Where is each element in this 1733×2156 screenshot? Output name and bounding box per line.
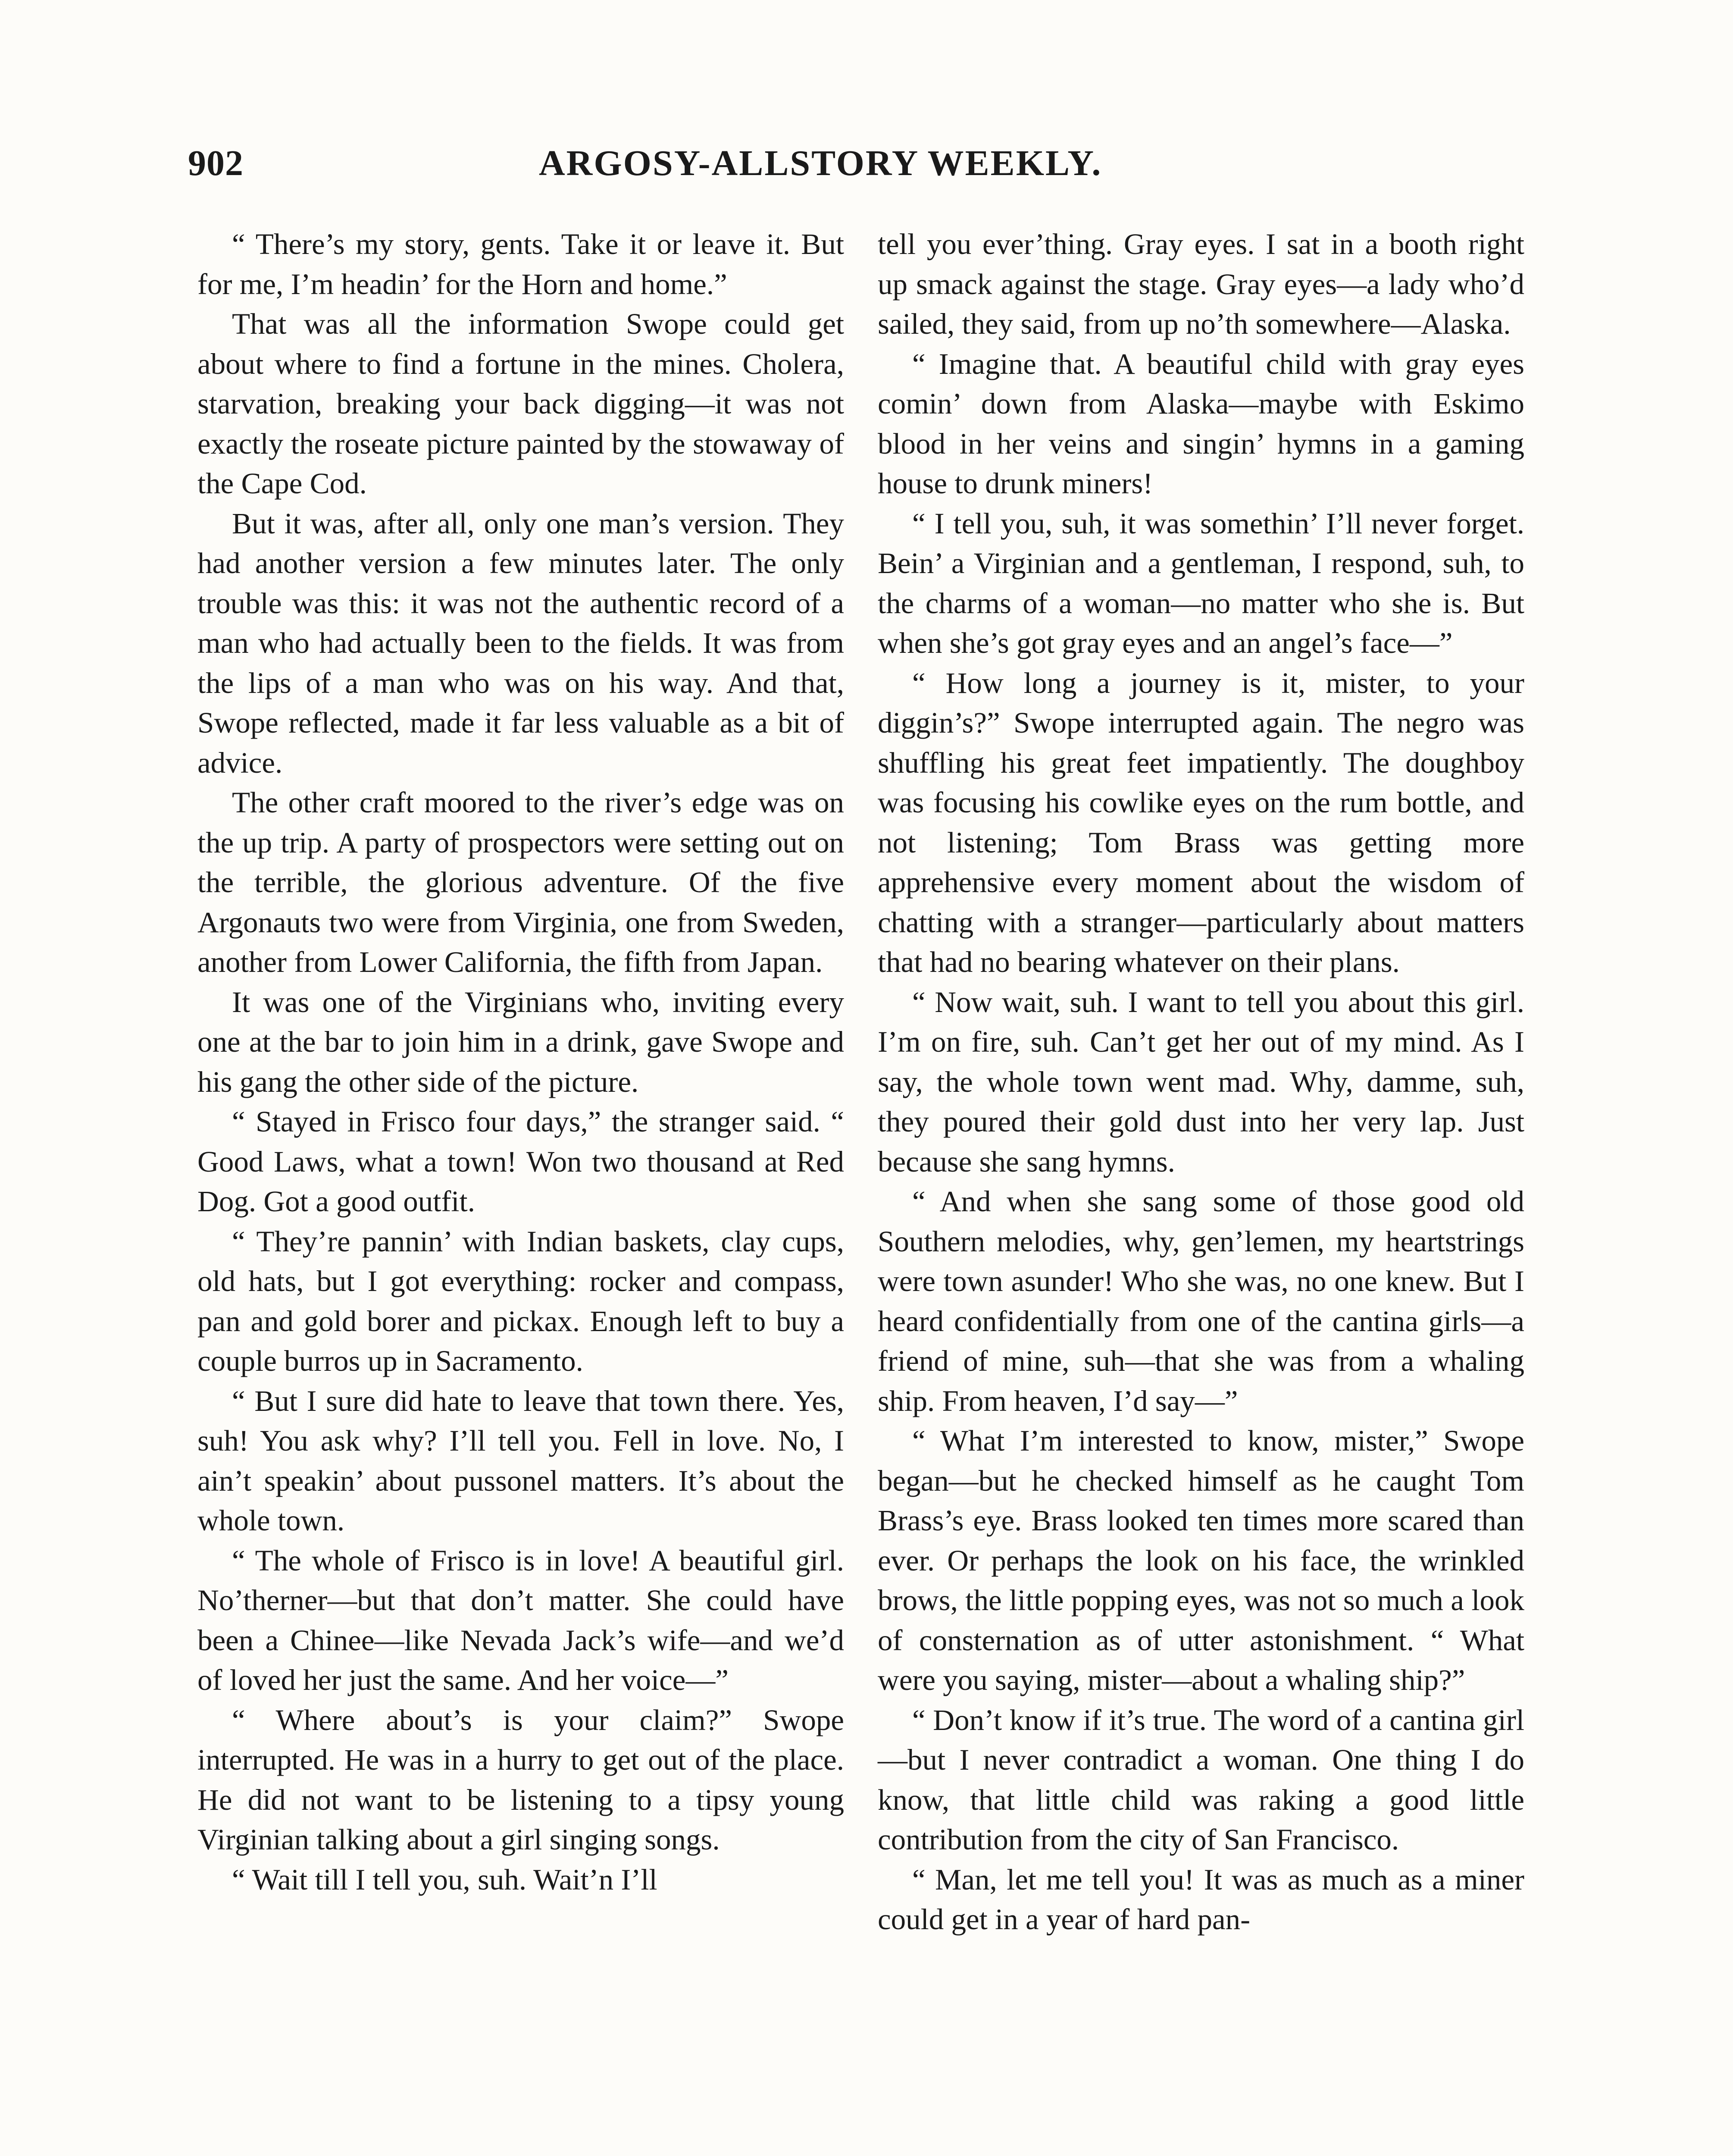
paragraph: “ Man, let me tell you! It was as much as a miner could get in a year of hard pan- <box>878 1863 1524 1936</box>
paragraph: “ I tell you, suh, it was somethin’ I’ll never forget. Bein’ a Virginian and a gentleman, I respond, suh, to the charms of a woman—no matter who she is. But when she’s got gray eyes and an angel’s face—” <box>878 507 1524 659</box>
paragraph: “ Now wait, suh. I want to tell you about this girl. I’m on fire, suh. Can’t get her out of my mind. As I say, the whole town went mad. Why, damme, suh, they poured their gold dust into her very lap. Just because she sang hymns. <box>878 985 1524 1178</box>
running-title: ARGOSY-ALLSTORY WEEKLY. <box>539 143 1102 183</box>
paragraph: “ Don’t know if it’s true. The word of a cantina girl—but I never contradict a woman. One thing I do know, that little child was raking a good little contribution from the city of San Francisco. <box>878 1703 1524 1856</box>
paragraph: “ Where about’s is your claim?” Swope interrupted. He was in a hurry to get out of the place. He did not want to be listening to a tipsy young Virginian talking about a girl singing songs. <box>197 1703 844 1856</box>
paragraph: “ Imagine that. A beautiful child with gray eyes comin’ down from Alaska—maybe with Eskimo blood in her veins and singin’ hymns in a gaming house to drunk miners! <box>878 347 1524 500</box>
paragraph-continuation: tell you ever’thing. Gray eyes. I sat in a booth right up smack against the stage. Gray eyes—a lady who’d sailed, they said, from up no’th somewhere—Alaska. <box>878 228 1524 340</box>
paragraph: That was all the information Swope could get about where to find a fortune in the mines. Cholera, starvation, breaking your back digging—it was not exactly the roseate picture painted by the stowaway of the Cape Cod. <box>197 307 844 500</box>
paragraph: “ What I’m interested to know, mister,” Swope began—but he checked himself as he caught Tom Brass’s eye. Brass looked ten times more scared than ever. Or perhaps the look on his face, the wrinkled brows, the little popping eyes, was not so much a look of consternation as of utter astonishment. “ What were you saying, mister—about a whaling ship?” <box>878 1424 1524 1696</box>
paragraph: “ Wait till I tell you, suh. Wait’n I’ll <box>232 1863 657 1896</box>
left-column <box>197 224 844 1899</box>
paragraph: “ Stayed in Frisco four days,” the stranger said. “ Good Laws, what a town! Won two thousand at Red Dog. Got a good outfit. <box>197 1105 844 1218</box>
paragraph: “ How long a journey is it, mister, to your diggin’s?” Swope interrupted again. The negro was shuffling his great feet impatiently. The doughboy was focusing his cowlike eyes on the rum bottle, and not listening; Tom Brass was getting more apprehensive every moment about the wisdom of chatting with a stranger—particularly about matters that had no bearing whatever on their plans. <box>878 666 1524 978</box>
paragraph: “ There’s my story, gents. Take it or leave it. But for me, I’m headin’ for the Horn and home.” <box>197 228 844 301</box>
paragraph: “ They’re pannin’ with Indian baskets, clay cups, old hats, but I got everything: rocker and compass, pan and gold borer and pickax. Enough left to buy a couple burros up in Sacramento. <box>197 1225 844 1377</box>
paragraph: “ The whole of Frisco is in love! A beautiful girl. No’therner—but that don’t matter. She could have been a Chinee—like Nevada Jack’s wife—and we’d of loved her just the same. And her voice—” <box>197 1544 844 1696</box>
paragraph: “ But I sure did hate to leave that town there. Yes, suh! You ask why? I’ll tell you. Fell in love. No, I ain’t speakin’ about pussonel matters. It’s about the whole town. <box>197 1384 844 1537</box>
paragraph: “ And when she sang some of those good old Southern melodies, why, gen’lemen, my heartstrings were town asunder! Who she was, no one knew. But I heard confidentially from one of the cantina girls—a friend of mine, suh—that she was from a whaling ship. From heaven, I’d say—” <box>878 1185 1524 1417</box>
paragraph: But it was, after all, only one man’s version. They had another version a few minutes later. The only trouble was this: it was not the authentic record of a man who had actually been to the fields. It was from the lips of a man who was on his way. And that, Swope reflected, made it far less valuable as a bit of advice. <box>197 507 844 779</box>
page-number: 902 <box>188 143 244 183</box>
page-header <box>0 142 1733 198</box>
paragraph: The other craft moored to the river’s edge was on the up trip. A party of prospectors were setting out on the terrible, the glorious adventure. Of the five Argonauts two were from Virginia, one from Sweden, another from Lower California, the fifth from Japan. <box>197 786 844 978</box>
right-column <box>878 224 1524 1940</box>
paragraph: It was one of the Virginians who, inviting every one at the bar to join him in a drink, gave Swope and his gang the other side of the picture. <box>197 985 844 1098</box>
